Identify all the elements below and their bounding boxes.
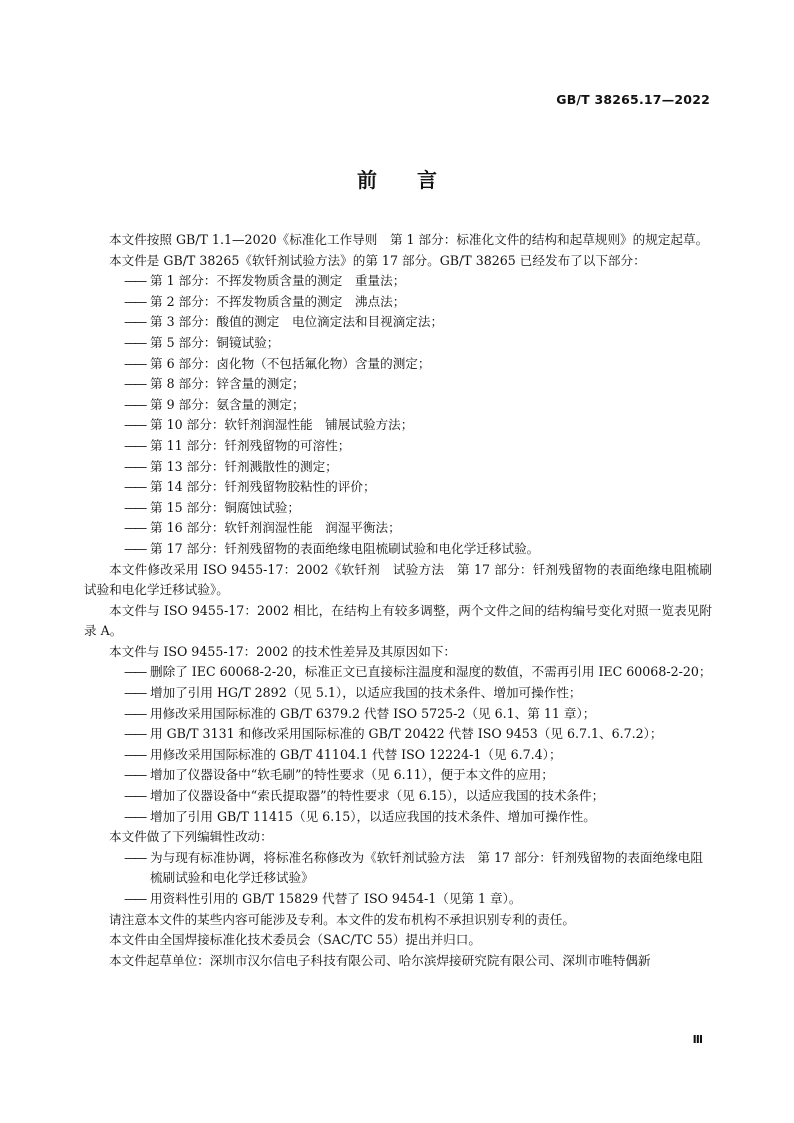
list-item: —— 为与现有标准协调，将标准名称修改为《软钎剂试验方法 第 17 部分：钎剂残留物的表面绝缘电阻梳刷试验和电化学迁移试验》 [84, 848, 712, 889]
paragraph: 本文件与 ISO 9455-17：2002 的技术性差异及其原因如下： [109, 643, 457, 659]
list-item: —— 第 8 部分：锌含量的测定； [84, 374, 712, 395]
list-item: —— 第 17 部分：钎剂残留物的表面绝缘电阻梳刷试验和电化学迁移试验。 [84, 539, 712, 560]
paragraph: 本文件按照 GB/T 1.1—2020《标准化工作导则 第 1 部分：标准化文件的结构和起草规则》的规定起草。 [109, 232, 709, 247]
list-item: —— 增加了引用 HG/T 2892（见 5.1），以适应我国的技术条件、增加可操作性； [84, 683, 712, 704]
page-title: 前言 [357, 168, 477, 192]
paragraph: 本文件修改采用 ISO 9455-17：2002《软钎剂 试验方法 第 17 部分：钎剂残留物的表面绝缘电阻梳刷试验和电化学迁移试验》。 [84, 561, 712, 598]
list-item: —— 增加了仪器设备中“索氏提取器”的特性要求（见 6.15），以适应我国的技术条件； [84, 786, 712, 807]
list-item: —— 第 2 部分：不挥发物质含量的测定 沸点法； [84, 292, 712, 313]
paragraph: 本文件与 ISO 9455-17：2002 相比，在结构上有较多调整，两个文件之间的结构编号变化对照一览表见附录 A。 [84, 602, 712, 639]
standard-code: GB/T 38265.17—2022 [556, 92, 710, 107]
page-number: Ⅲ [692, 1033, 703, 1046]
list-item: —— 用修改采用国际标准的 GB/T 6379.2 代替 ISO 5725-2（见 6.1、第 11 章）； [84, 704, 712, 725]
document-body [84, 230, 712, 971]
list-item: —— 第 9 部分：氨含量的测定； [84, 395, 712, 416]
list-item: —— 第 11 部分：钎剂残留物的可溶性； [84, 436, 712, 457]
list-item: —— 第 14 部分：钎剂残留物胶粘性的评价； [84, 477, 712, 498]
paragraph: 本文件是 GB/T 38265《软钎剂试验方法》的第 17 部分。GB/T 38265 已经发布了以下部分： [109, 252, 646, 268]
paragraph: 请注意本文件的某些内容可能涉及专利。本文件的发布机构不承担识别专利的责任。 [109, 911, 575, 927]
list-item: —— 第 13 部分：钎剂溅散性的测定； [84, 457, 712, 478]
list-item: —— 第 3 部分：酸值的测定 电位滴定法和目视滴定法； [84, 312, 712, 333]
list-item: —— 第 10 部分：软钎剂润湿性能 铺展试验方法； [84, 415, 712, 436]
paragraph: 本文件由全国焊接标准化技术委员会（SAC/TC 55）提出并归口。 [109, 932, 481, 948]
list-item: —— 第 5 部分：铜镜试验； [84, 333, 712, 354]
list-item: —— 第 1 部分：不挥发物质含量的测定 重量法； [84, 271, 712, 292]
list-item: —— 第 15 部分：铜腐蚀试验； [84, 498, 712, 519]
list-item: —— 增加了仪器设备中“软毛刷”的特性要求（见 6.11），便于本文件的应用； [84, 765, 712, 786]
paragraph: 本文件起草单位：深圳市汉尔信电子科技有限公司、哈尔滨焊接研究院有限公司、深圳市唯特偶新 [109, 952, 651, 968]
list-item: —— 删除了 IEC 60068-2-20，标准正文已直接标注温度和湿度的数值，不需再引用 IEC 60068-2-20； [84, 662, 712, 683]
list-item: —— 用修改采用国际标准的 GB/T 41104.1 代替 ISO 12224-1（见 6.7.4）； [84, 745, 712, 766]
list-item: —— 第 16 部分：软钎剂润湿性能 润湿平衡法； [84, 518, 712, 539]
list-item: —— 用资料性引用的 GB/T 15829 代替了 ISO 9454-1（见第 1 章）。 [84, 889, 712, 910]
list-item: —— 第 6 部分：卤化物（不包括氟化物）含量的测定； [84, 354, 712, 375]
list-item: —— 用 GB/T 3131 和修改采用国际标准的 GB/T 20422 代替 ISO 9453（见 6.7.1、6.7.2）； [84, 724, 712, 745]
list-item: —— 增加了引用 GB/T 11415（见 6.15），以适应我国的技术条件、增加可操作性。 [84, 807, 712, 828]
paragraph: 本文件做了下列编辑性改动： [109, 829, 273, 845]
